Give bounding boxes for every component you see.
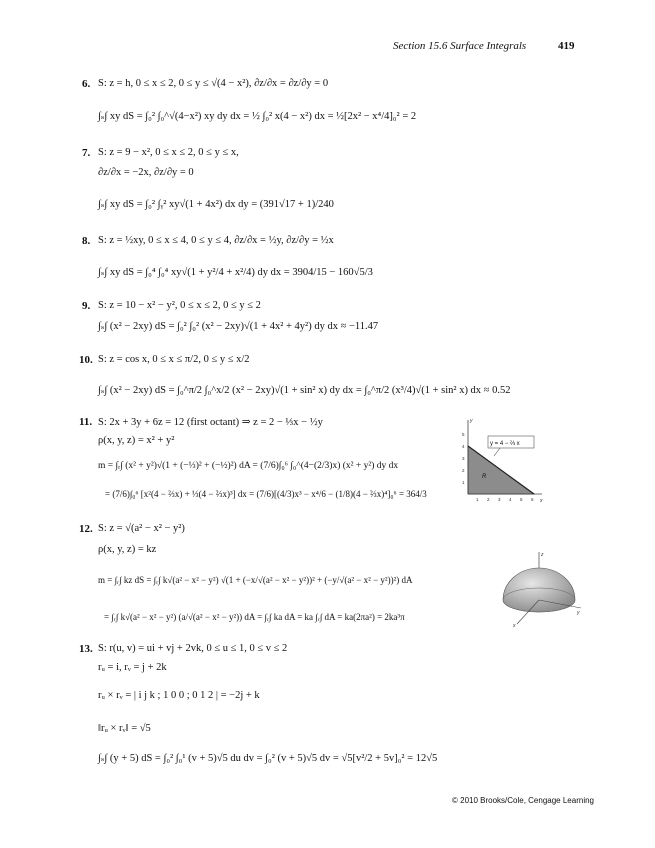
x-tick-4: 4 xyxy=(509,497,512,502)
running-header-section: Section 15.6 Surface Integrals xyxy=(393,40,527,52)
problem-10-number: 10. xyxy=(79,354,93,366)
problem-12-line-2: ρ(x, y, z) = kz xyxy=(98,544,157,555)
page-number: 419 xyxy=(558,40,575,52)
problem-12-line-3: m = ∫ᵣ∫ kz dS = ∫ᵣ∫ k√(a² − x² − y²) √(1 + (−x/√(a² − x² − y²))² + (−y/√(a² − x² − y²))²) dA xyxy=(98,575,413,585)
x-tick-3: 3 xyxy=(498,497,501,502)
problem-8-line-2: ∫ₛ∫ xy dS = ∫₀⁴ ∫₀⁴ xy√(1 + y²/4 + x²/4) dy dx = 3904/15 − 160√5/3 xyxy=(98,267,373,278)
problem-10-line-2: ∫ₛ∫ (x² − 2xy) dS = ∫₀^π/2 ∫₀^x/2 (x² − 2xy)√(1 + sin² x) dy dx = ∫₀^π/2 (x³/4)√(1 + sin² x) dx ≈ 0.52 xyxy=(98,385,511,396)
problem-7-line-3: ∫ₛ∫ xy dS = ∫₀² ∫ᵧ² xy√(1 + 4x²) dx dy = (391√17 + 1)/240 xyxy=(98,199,334,210)
problem-13-line-3: rᵤ × rᵥ = | i j k ; 1 0 0 ; 0 1 2 | = −2j + k xyxy=(98,690,260,701)
problem-13-number: 13. xyxy=(79,643,93,655)
problem-13-line-5: ∫ₛ∫ (y + 5) dS = ∫₀² ∫₀¹ (v + 5)√5 du dv = ∫₀² (v + 5)√5 dv = √5[v²/2 + 5v]₀² = 12√5 xyxy=(98,753,438,764)
problem-8-number: 8. xyxy=(82,235,91,247)
x-tick-5: 5 xyxy=(520,497,523,502)
problem-11-line-1: S: 2x + 3y + 6z = 12 (first octant) ⇒ z = 2 − ⅓x − ½y xyxy=(98,417,323,428)
label-pointer xyxy=(494,448,500,456)
x-tick-1: 1 xyxy=(476,497,479,502)
problem-12-line-1: S: z = √(a² − x² − y²) xyxy=(98,523,185,534)
problem-11-number: 11. xyxy=(79,416,93,428)
triangle-region-figure xyxy=(460,416,545,510)
x-axis-label: x xyxy=(513,623,516,628)
problem-13-line-2: rᵤ = i, rᵥ = j + 2k xyxy=(98,662,167,673)
copyright-footer: © 2010 Brooks/Cole, Cengage Learning xyxy=(452,796,594,805)
region-label: R xyxy=(482,474,487,480)
problem-11-line-2: ρ(x, y, z) = x² + y² xyxy=(98,435,175,446)
x-tick-2: 2 xyxy=(487,497,490,502)
y-axis-label: y xyxy=(577,610,580,616)
x-axis-label: x xyxy=(540,498,543,504)
hemisphere-surface xyxy=(503,568,575,612)
y-axis-label: y xyxy=(470,418,473,424)
problem-7-line-2: ∂z/∂x = −2x, ∂z/∂y = 0 xyxy=(98,167,194,178)
problem-6-line-2: ∫ₛ∫ xy dS = ∫₀² ∫₀^√(4−x²) xy dy dx = ½ ∫₀² x(4 − x²) dx = ½[2x² − x⁴/4]₀² = 2 xyxy=(98,111,417,122)
y-tick-2: 2 xyxy=(462,468,465,473)
problem-10-line-1: S: z = cos x, 0 ≤ x ≤ π/2, 0 ≤ y ≤ x/2 xyxy=(98,354,250,365)
problem-7-line-1: S: z = 9 − x², 0 ≤ x ≤ 2, 0 ≤ y ≤ x, xyxy=(98,147,239,158)
y-tick-3: 3 xyxy=(462,456,465,461)
problem-9-line-2: ∫ₛ∫ (x² − 2xy) dS = ∫₀² ∫₀² (x² − 2xy)√(1 + 4x² + 4y²) dy dx ≈ −11.47 xyxy=(98,321,379,332)
problem-6-number: 6. xyxy=(82,78,91,90)
problem-13-line-4: ‖rᵤ × rᵥ‖ = √5 xyxy=(98,723,151,734)
line-label-text: y = 4 − ⅔ x xyxy=(490,441,520,447)
y-tick-5: 5 xyxy=(462,432,465,437)
problem-6-line-1: S: z = h, 0 ≤ x ≤ 2, 0 ≤ y ≤ √(4 − x²), ∂z/∂x = ∂z/∂y = 0 xyxy=(98,78,329,89)
problem-8-line-1: S: z = ½xy, 0 ≤ x ≤ 4, 0 ≤ y ≤ 4, ∂z/∂x = ½y, ∂z/∂y = ½x xyxy=(98,235,334,246)
problem-9-line-1: S: z = 10 − x² − y², 0 ≤ x ≤ 2, 0 ≤ y ≤ 2 xyxy=(98,300,261,311)
y-tick-1: 1 xyxy=(462,480,465,485)
problem-12-number: 12. xyxy=(79,523,93,535)
problem-11-line-4: = (7/6)∫₀⁶ [x²(4 − ⅔x) + ⅓(4 − ⅔x)³] dx = (7/6)[(4/3)x³ − x⁴/6 − (1/8)(4 − ⅔x)⁴]₀⁶ = 364/3 xyxy=(105,489,427,499)
problem-7-number: 7. xyxy=(82,147,91,159)
problem-9-number: 9. xyxy=(82,300,91,312)
problem-13-line-1: S: r(u, v) = ui + vj + 2vk, 0 ≤ u ≤ 1, 0 ≤ v ≤ 2 xyxy=(98,643,288,654)
y-tick-4: 4 xyxy=(462,444,465,449)
problem-12-line-4: = ∫ᵣ∫ k√(a² − x² − y²) (a/√(a² − x² − y²)) dA = ∫ᵣ∫ ka dA = ka ∫ᵣ∫ dA = ka(2πa²) = 2ka³π xyxy=(104,612,405,622)
hemisphere-figure xyxy=(497,548,582,628)
x-tick-6: 6 xyxy=(531,497,534,502)
problem-11-line-3: m = ∫ᵣ∫ (x² + y²)√(1 + (−⅓)² + (−½)²) dA = (7/6)∫₀⁶ ∫₀^(4−(2/3)x) (x² + y²) dy dx xyxy=(98,461,399,471)
z-axis-label: z xyxy=(541,552,544,558)
